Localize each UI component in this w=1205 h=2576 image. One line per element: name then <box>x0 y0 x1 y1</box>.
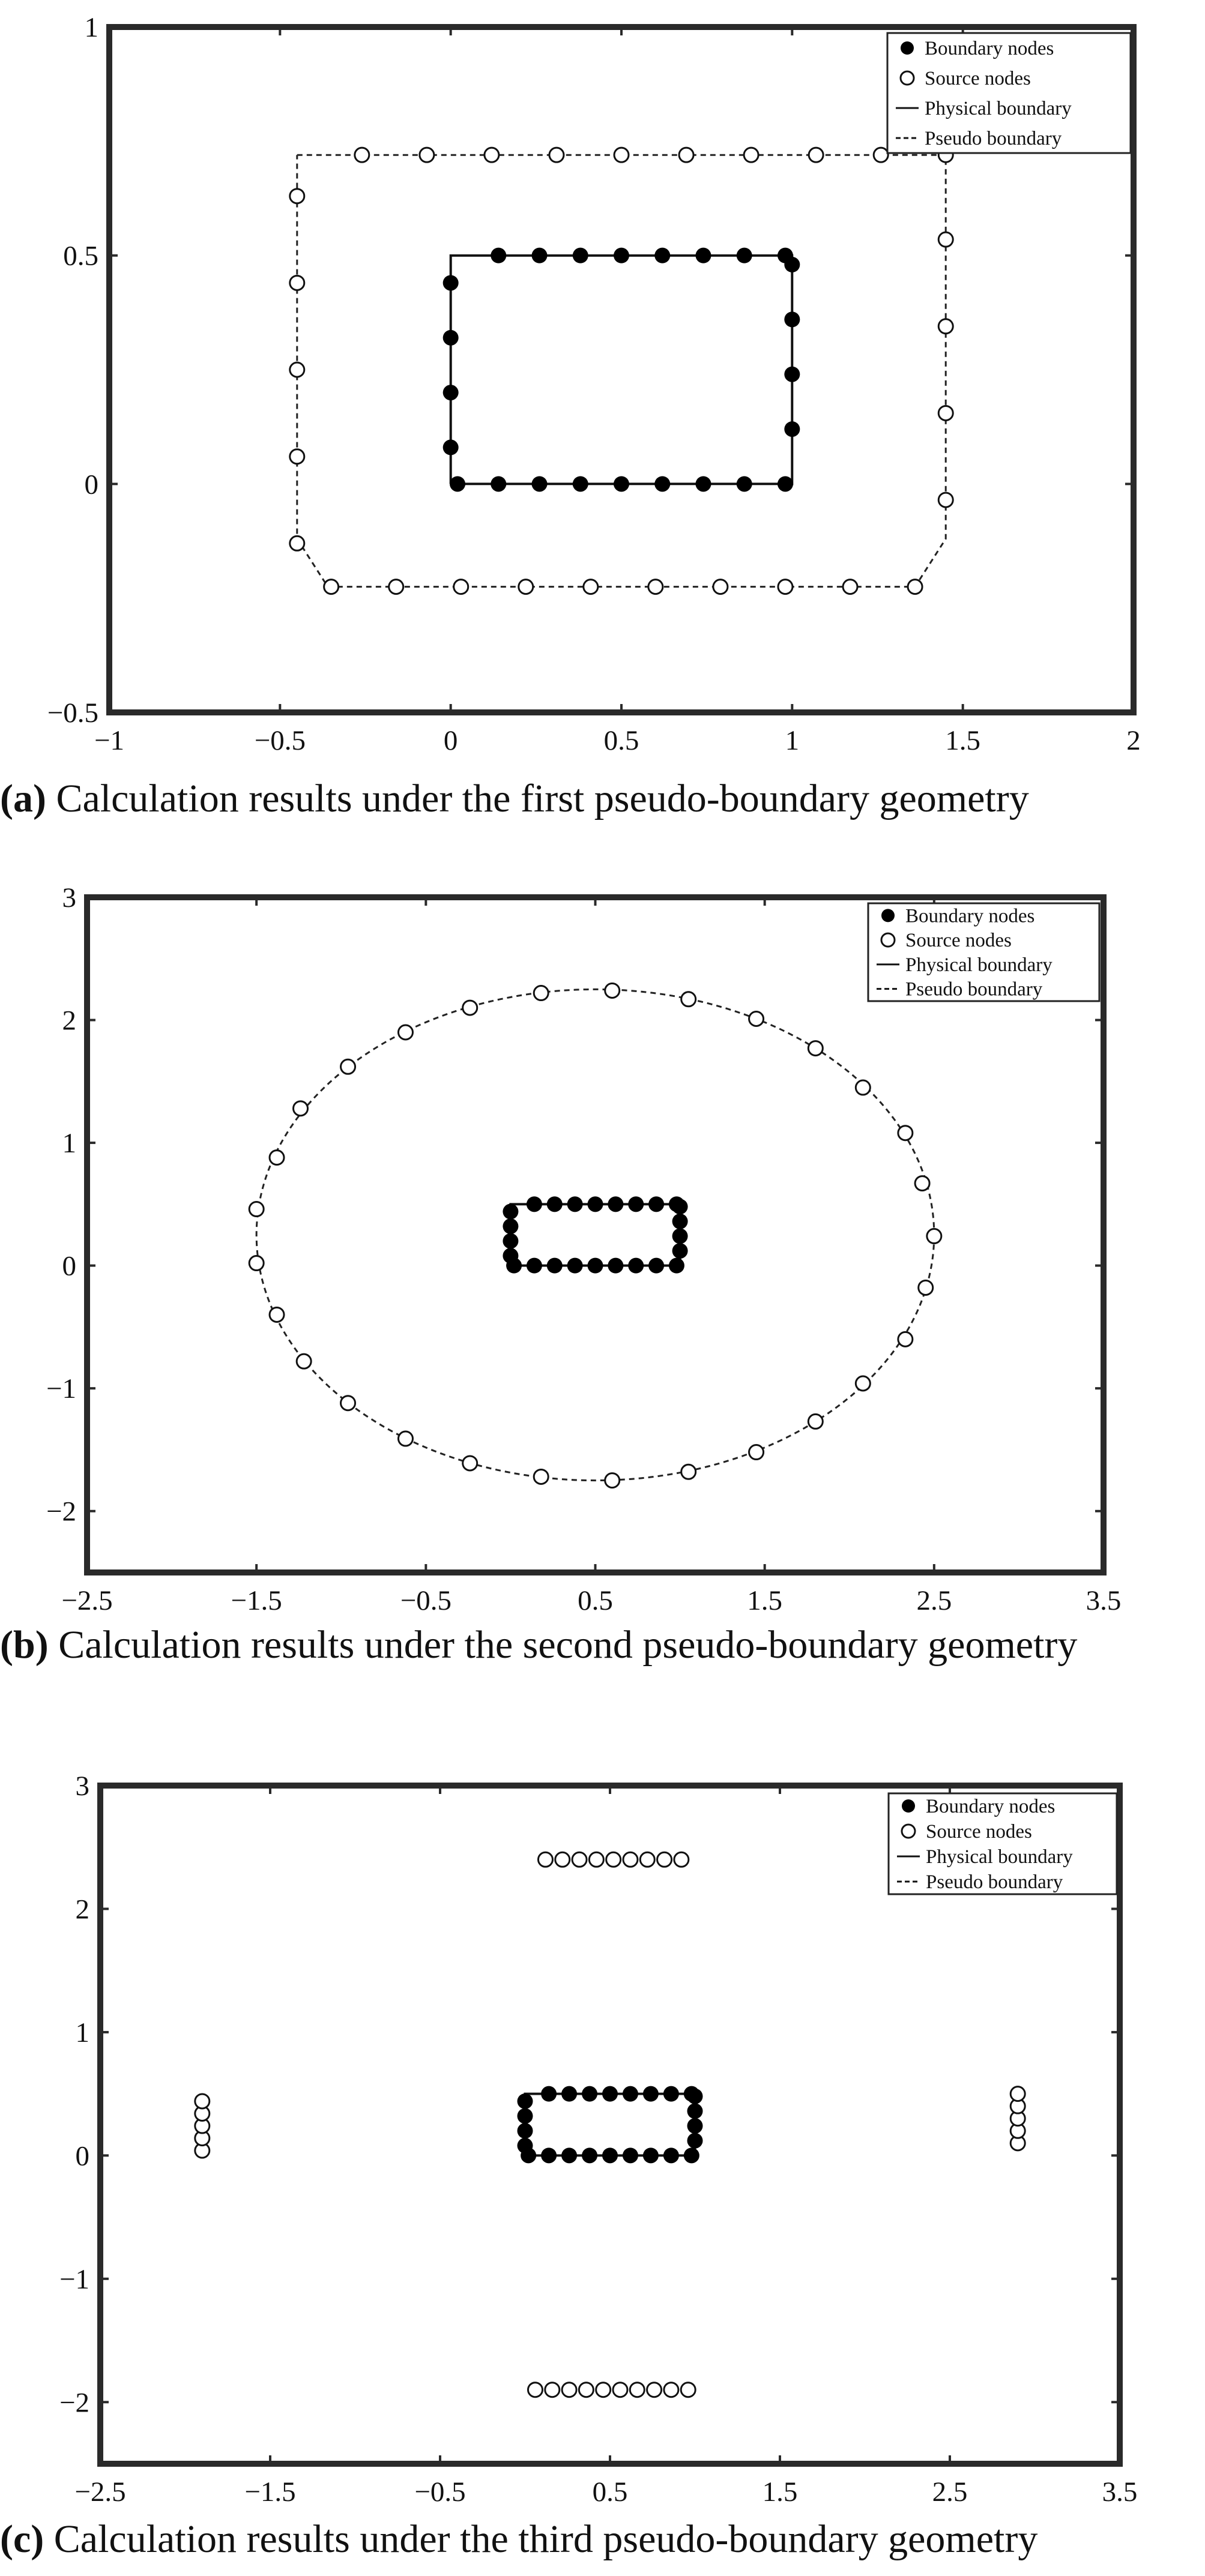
boundary-node <box>602 2086 618 2102</box>
caption-a-tag: (a) <box>0 777 46 820</box>
boundary-node <box>663 2147 679 2163</box>
source-node <box>938 319 953 334</box>
y-tick-label: 1 <box>62 1128 76 1160</box>
boundary-node <box>582 2147 597 2163</box>
boundary-node <box>561 2086 577 2102</box>
legend-label: Source nodes <box>905 930 1012 952</box>
boundary-node <box>602 2147 618 2163</box>
source-node <box>572 1852 587 1867</box>
source-node <box>290 189 304 203</box>
boundary-node <box>684 2147 699 2163</box>
source-node <box>938 493 953 507</box>
source-node <box>908 580 922 594</box>
boundary-node <box>669 1258 684 1274</box>
boundary-node <box>541 2147 557 2163</box>
legend-label: Boundary nodes <box>905 905 1035 927</box>
boundary-node <box>443 385 459 400</box>
source-node <box>681 992 696 1007</box>
source-node <box>355 148 369 162</box>
boundary-node <box>648 1258 664 1274</box>
source-node <box>290 450 304 464</box>
boundary-node <box>778 248 793 263</box>
source-node <box>249 1202 264 1217</box>
boundary-node <box>573 248 588 263</box>
source-node <box>808 1414 823 1428</box>
boundary-node <box>687 2118 703 2134</box>
x-tick-label: −1.5 <box>231 1585 282 1616</box>
boundary-node <box>491 248 506 263</box>
source-node <box>596 2383 611 2397</box>
boundary-node <box>623 2147 638 2163</box>
boundary-node <box>518 2093 533 2109</box>
source-node <box>623 1852 638 1867</box>
x-tick-label: 0.5 <box>603 725 639 756</box>
y-tick-label: 0.5 <box>63 240 98 272</box>
boundary-node <box>628 1196 644 1212</box>
boundary-node <box>588 1258 603 1274</box>
x-tick-label: −0.5 <box>254 725 306 756</box>
x-tick-label: 1 <box>785 725 800 756</box>
source-node <box>938 232 953 247</box>
source-node <box>630 2383 644 2397</box>
boundary-node <box>672 1214 688 1229</box>
source-node <box>681 1464 696 1479</box>
boundary-node <box>503 1204 518 1220</box>
source-node <box>398 1025 412 1040</box>
source-node <box>749 1012 764 1026</box>
boundary-node <box>527 1258 542 1274</box>
boundary-node <box>643 2147 659 2163</box>
boundary-node <box>784 367 800 382</box>
boundary-node <box>654 248 670 263</box>
boundary-node <box>687 2103 703 2119</box>
source-node <box>341 1396 355 1410</box>
boundary-node <box>614 476 629 492</box>
boundary-node <box>518 2138 533 2153</box>
y-tick-label: 1 <box>75 2017 89 2048</box>
y-tick-label: 2 <box>75 1894 89 1925</box>
source-node <box>744 148 758 162</box>
boundary-node <box>518 2108 533 2124</box>
source-node <box>420 148 434 162</box>
caption-c-text: Calculation results under the third pseudo-boundary geometry <box>53 2517 1038 2561</box>
source-node <box>938 406 953 420</box>
boundary-node <box>669 1196 684 1212</box>
y-tick-label: 0 <box>84 469 98 501</box>
x-tick-label: −2.5 <box>61 1585 113 1616</box>
y-tick-label: 0 <box>75 2140 89 2172</box>
boundary-node <box>443 330 459 346</box>
source-node <box>614 148 629 162</box>
boundary-node <box>737 248 752 263</box>
x-tick-label: −1 <box>94 725 125 756</box>
boundary-node <box>532 476 548 492</box>
legend-source-node-icon <box>881 933 895 946</box>
boundary-node <box>582 2086 597 2102</box>
source-node <box>613 2383 627 2397</box>
source-node <box>562 2383 576 2397</box>
boundary-node <box>503 1248 518 1263</box>
caption-c <box>0 2515 1195 2564</box>
source-node <box>915 1176 929 1191</box>
source-node <box>874 148 888 162</box>
legend-boundary-node-icon <box>881 909 895 922</box>
boundary-node <box>561 2147 577 2163</box>
boundary-node <box>663 2086 679 2102</box>
source-node <box>809 148 823 162</box>
source-node <box>749 1445 764 1460</box>
source-node <box>843 580 857 594</box>
source-node <box>606 1852 621 1867</box>
x-tick-label: −0.5 <box>400 1585 451 1616</box>
source-node <box>324 580 339 594</box>
x-tick-label: −0.5 <box>414 2476 466 2508</box>
boundary-node <box>443 439 459 455</box>
source-node <box>919 1280 933 1295</box>
boundary-node <box>608 1196 623 1212</box>
source-node <box>605 983 620 998</box>
source-node <box>519 580 533 594</box>
boundary-node <box>547 1196 563 1212</box>
legend-boundary-node-icon <box>901 41 914 55</box>
y-tick-label: 1 <box>84 12 98 43</box>
y-tick-label: −2 <box>46 1496 76 1527</box>
source-node <box>664 2383 678 2397</box>
boundary-node <box>672 1229 688 1244</box>
legend-label: Source nodes <box>925 68 1031 89</box>
legend-source-node-icon <box>901 71 914 85</box>
source-node <box>555 1852 570 1867</box>
legend-label: Boundary nodes <box>925 38 1054 59</box>
source-node <box>713 580 728 594</box>
source-node <box>579 2383 593 2397</box>
caption-b-tag: (b) <box>0 1623 49 1667</box>
source-node <box>584 580 598 594</box>
boundary-node <box>648 1196 664 1212</box>
legend-label: Pseudo boundary <box>925 128 1062 149</box>
boundary-node <box>532 248 548 263</box>
y-tick-label: 3 <box>75 1771 89 1802</box>
caption-a-text: Calculation results under the first pseudo-boundary geometry <box>56 777 1029 820</box>
boundary-node <box>503 1233 518 1249</box>
boundary-node <box>614 248 629 263</box>
x-tick-label: 1.5 <box>945 725 981 756</box>
source-node <box>679 148 693 162</box>
boundary-node <box>547 1258 563 1274</box>
boundary-node <box>672 1243 688 1259</box>
x-tick-label: 0 <box>443 725 458 756</box>
source-node <box>648 580 663 594</box>
caption-b <box>0 1621 1195 1670</box>
y-tick-label: −1 <box>46 1373 76 1405</box>
boundary-node <box>643 2086 659 2102</box>
boundary-node <box>695 248 711 263</box>
source-node <box>341 1059 355 1074</box>
source-node <box>640 1852 654 1867</box>
boundary-node <box>687 2133 703 2149</box>
x-tick-label: 3.5 <box>1086 1585 1122 1616</box>
boundary-node <box>588 1196 603 1212</box>
source-node <box>856 1376 870 1391</box>
source-node <box>808 1041 823 1056</box>
legend-label: Pseudo boundary <box>905 978 1043 1001</box>
boundary-node <box>778 476 793 492</box>
source-node <box>1010 2087 1025 2101</box>
source-node <box>538 1852 552 1867</box>
boundary-node <box>541 2086 557 2102</box>
source-node <box>589 1852 603 1867</box>
boundary-node <box>654 476 670 492</box>
x-tick-label: 0.5 <box>592 2476 628 2508</box>
boundary-node <box>518 2123 533 2138</box>
boundary-node <box>623 2086 638 2102</box>
y-tick-label: −0.5 <box>47 697 98 729</box>
boundary-node <box>684 2086 699 2102</box>
caption-a <box>0 774 1195 823</box>
source-node <box>463 1456 477 1470</box>
chart-a <box>0 0 1205 768</box>
boundary-node <box>491 476 506 492</box>
chart-b <box>0 858 1205 1616</box>
legend-source-node-icon <box>902 1825 915 1838</box>
legend-label: Physical boundary <box>905 954 1052 976</box>
source-node <box>398 1431 412 1446</box>
source-node <box>463 1001 477 1015</box>
source-node <box>290 536 304 550</box>
boundary-node <box>573 476 588 492</box>
x-tick-label: 0.5 <box>578 1585 613 1616</box>
source-node <box>778 580 793 594</box>
x-tick-label: 1.5 <box>747 1585 783 1616</box>
x-tick-label: 1.5 <box>762 2476 798 2508</box>
source-node <box>485 148 499 162</box>
caption-c-tag: (c) <box>0 2517 44 2561</box>
source-node <box>290 363 304 377</box>
boundary-node <box>784 421 800 437</box>
source-node <box>294 1101 308 1116</box>
x-tick-label: 2 <box>1126 725 1141 756</box>
y-tick-label: 0 <box>62 1250 76 1282</box>
boundary-node <box>443 275 459 290</box>
x-tick-label: 3.5 <box>1102 2476 1138 2508</box>
source-node <box>898 1332 913 1346</box>
caption-b-text: Calculation results under the second pseudo-boundary geometry <box>58 1623 1078 1667</box>
source-node <box>389 580 403 594</box>
source-node <box>856 1080 870 1095</box>
source-node <box>270 1151 284 1165</box>
x-tick-label: 2.5 <box>932 2476 968 2508</box>
boundary-node <box>450 476 465 492</box>
source-node <box>297 1354 311 1368</box>
chart-c <box>0 1753 1205 2508</box>
source-node <box>657 1852 672 1867</box>
x-tick-label: −2.5 <box>74 2476 126 2508</box>
source-node <box>674 1852 689 1867</box>
y-tick-label: −1 <box>59 2263 89 2295</box>
legend-boundary-node-icon <box>902 1799 915 1813</box>
y-tick-label: 2 <box>62 1005 76 1037</box>
source-node <box>927 1229 941 1244</box>
source-node <box>605 1473 620 1488</box>
source-node <box>270 1307 284 1322</box>
source-node <box>528 2383 542 2397</box>
x-tick-label: −1.5 <box>244 2476 296 2508</box>
boundary-node <box>503 1218 518 1234</box>
legend-label: Boundary nodes <box>926 1796 1056 1817</box>
source-node <box>898 1126 913 1140</box>
source-node <box>534 986 548 1001</box>
boundary-node <box>628 1258 644 1274</box>
legend-label: Source nodes <box>926 1821 1032 1843</box>
boundary-node <box>567 1196 583 1212</box>
legend-label: Physical boundary <box>926 1846 1073 1868</box>
boundary-node <box>567 1258 583 1274</box>
legend-label: Pseudo boundary <box>926 1871 1063 1893</box>
source-node <box>195 2094 210 2108</box>
legend-label: Physical boundary <box>925 98 1072 119</box>
source-node <box>534 1469 548 1484</box>
source-node <box>681 2383 695 2397</box>
boundary-node <box>737 476 752 492</box>
source-node <box>545 2383 560 2397</box>
y-tick-label: −2 <box>59 2387 89 2419</box>
source-node <box>454 580 468 594</box>
source-node <box>290 275 304 290</box>
source-node <box>647 2383 662 2397</box>
boundary-node <box>527 1196 542 1212</box>
boundary-node <box>608 1258 623 1274</box>
source-node <box>249 1256 264 1271</box>
source-node <box>549 148 564 162</box>
x-tick-label: 2.5 <box>916 1585 952 1616</box>
y-tick-label: 3 <box>62 882 76 913</box>
boundary-node <box>695 476 711 492</box>
boundary-node <box>784 311 800 327</box>
